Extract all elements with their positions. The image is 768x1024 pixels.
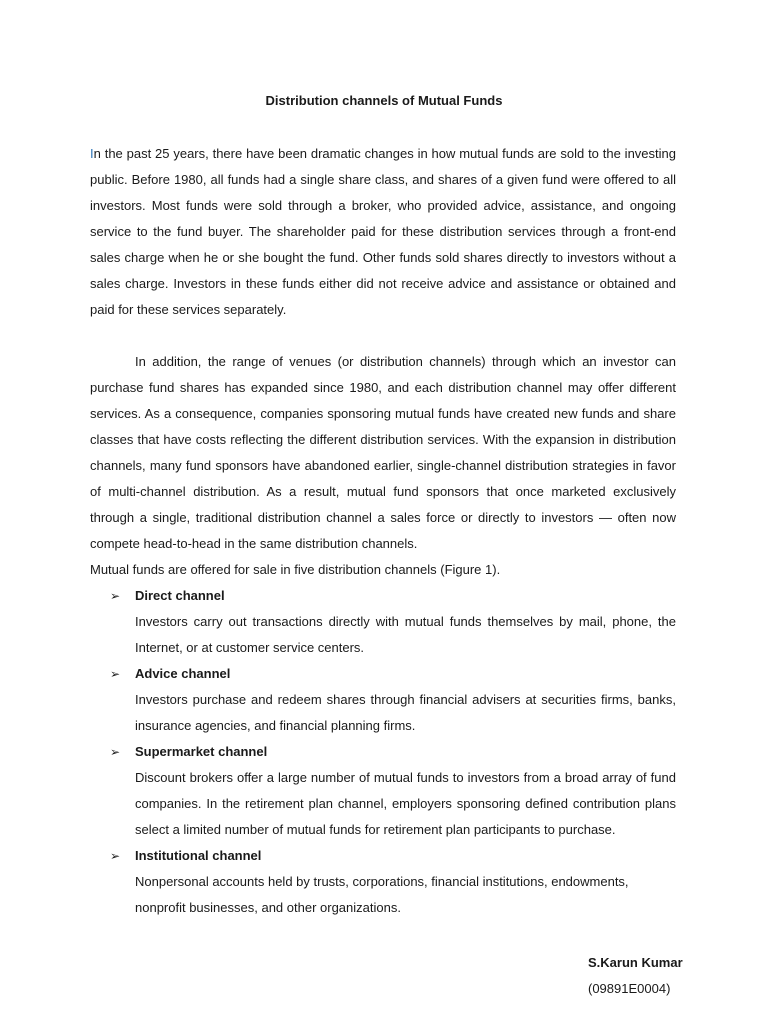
channel-list — [90, 583, 676, 921]
list-item — [90, 739, 676, 843]
channel-heading-row — [90, 843, 676, 869]
document-title: Distribution channels of Mutual Funds — [265, 93, 503, 108]
channel-description: Investors purchase and redeem shares through financial advisers at securities firms, banks, insurance agencies, and financial planning firms. — [135, 692, 676, 733]
channel-description: Investors carry out transactions directly with mutual funds themselves by mail, phone, the Internet, or at customer service centers. — [135, 614, 676, 655]
channel-heading: Institutional channel — [135, 848, 262, 863]
paragraph-channels-intro: Mutual funds are offered for sale in five distribution channels (Figure 1). — [90, 562, 501, 577]
list-item — [90, 661, 676, 739]
channel-heading-row — [90, 583, 676, 609]
channel-heading: Direct channel — [135, 588, 225, 603]
paragraph-addition: In addition, the range of venues (or distribution channels) through which an investor can purchase fund shares has expanded since 1980, and each distribution channel may offer different services. As a consequence, companies sponsoring mutual funds have created new funds and share classes that have costs reflecting the different distribution services. With the expansion in distribution channels, many fund sponsors have abandoned earlier, single-channel distribution strategies in favor of multi-channel distribution. As a result, mutual fund sponsors that once marketed exclusively through a single, traditional distribution channel a sales force or directly to investors — often now compete head-to-head in the same distribution channels. — [90, 354, 676, 551]
drop-cap-letter: I — [90, 146, 94, 161]
channel-heading: Supermarket channel — [135, 744, 268, 759]
author-id: (09891E0004) — [588, 981, 671, 996]
channel-description: Nonpersonal accounts held by trusts, corporations, financial institutions, endowments, nonprofit businesses, and other organizations. — [135, 874, 629, 915]
channel-heading-row — [90, 739, 676, 765]
arrow-bullet-icon: ➢ — [110, 849, 121, 863]
channel-description: Discount brokers offer a large number of mutual funds to investors from a broad array of fund companies. In the retirement plan channel, employers sponsoring defined contribution plans select a limited number of mutual funds for retirement plan participants to purchase. — [135, 770, 676, 837]
channel-heading-row — [90, 661, 676, 687]
paragraph-intro — [90, 141, 676, 323]
author-name: S.Karun Kumar — [588, 955, 683, 970]
paragraph-intro-text: n the past 25 years, there have been dramatic changes in how mutual funds are sold to the investing public. Before 1980, all funds had a single share class, and shares of a given fund were offered to all investors. Most funds were sold through a broker, who provided advice, assistance, and ongoing service to the fund buyer. The shareholder paid for these distribution services through a front-end sales charge when he or she bought the fund. Other funds sold shares directly to investors without a sales charge. Investors in these funds either did not receive advice and assistance or obtained and paid for these services separately. — [90, 146, 676, 317]
arrow-bullet-icon: ➢ — [110, 589, 121, 603]
list-item — [90, 843, 676, 921]
arrow-bullet-icon: ➢ — [110, 667, 121, 681]
signature-block — [588, 950, 683, 1002]
list-item — [90, 583, 676, 661]
arrow-bullet-icon: ➢ — [110, 745, 121, 759]
channel-heading: Advice channel — [135, 666, 231, 681]
